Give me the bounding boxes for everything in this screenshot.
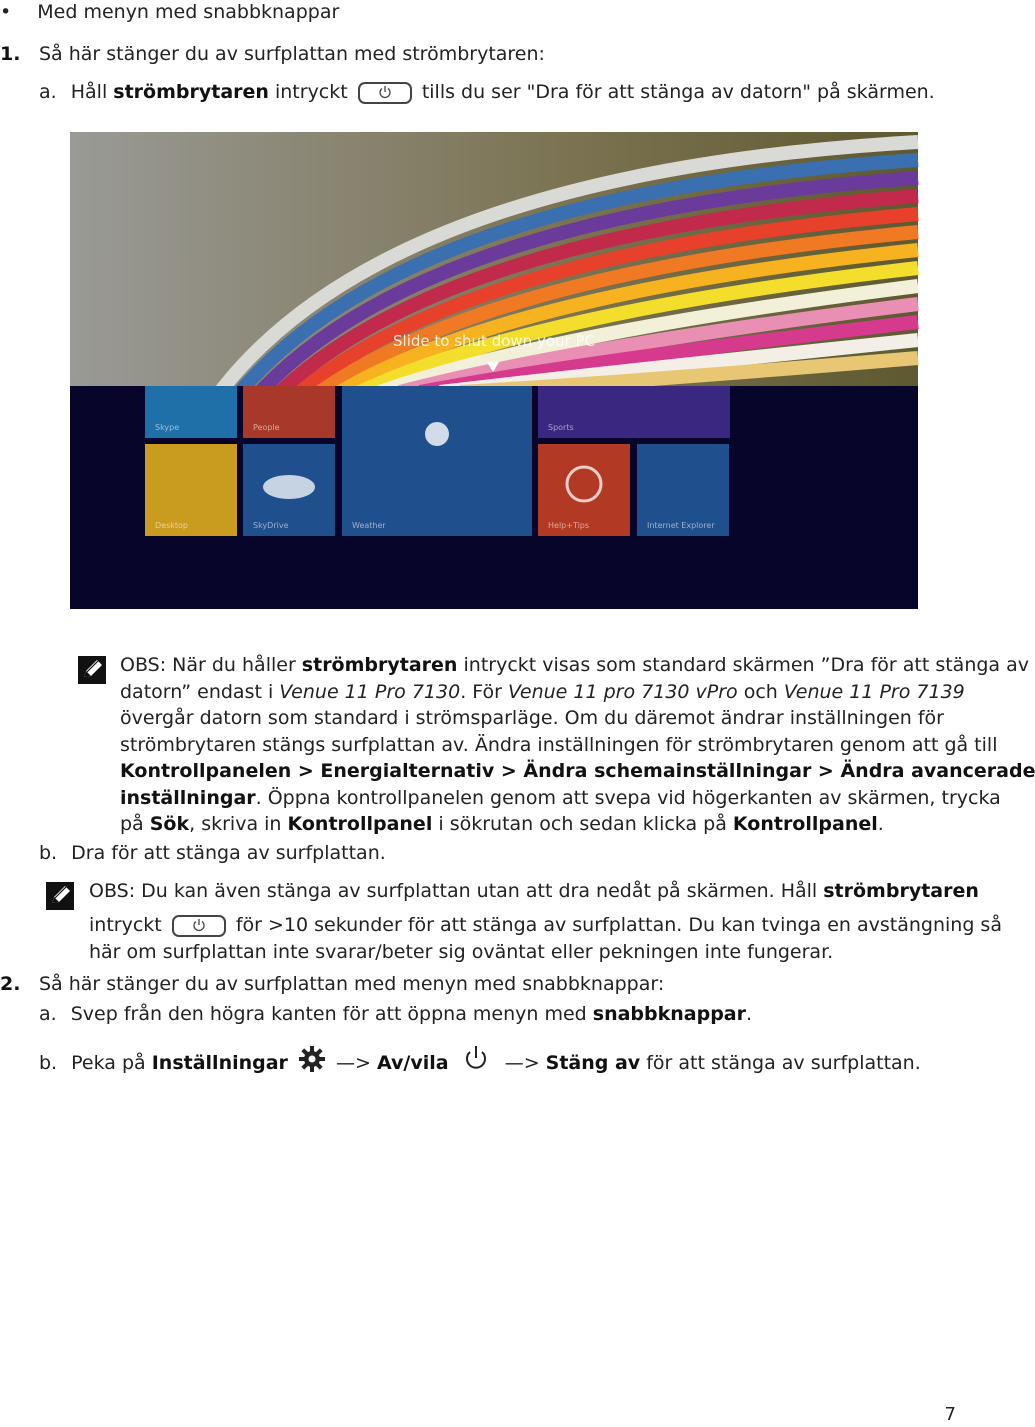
power-icon [463, 1045, 489, 1073]
note1-bold: strömbrytaren [301, 654, 458, 676]
note1-bold: inställningar [120, 787, 256, 809]
step2b-letter: b. [39, 1052, 58, 1074]
step2a-text: Svep från den högra kanten för att öppna menyn med [70, 1003, 593, 1025]
note1-bold: Kontrollpanel [287, 813, 433, 835]
tile-help-tips: Help+Tips [548, 521, 590, 530]
step2-heading [0, 971, 665, 997]
step2b-text: Peka på [71, 1052, 152, 1074]
note-pencil-icon [46, 882, 74, 910]
note1-line [120, 785, 1001, 811]
step2b-line [39, 1045, 921, 1076]
step2b-bold-settings: Inställningar [151, 1052, 288, 1074]
tile-internet-explorer: Internet Explorer [647, 521, 715, 530]
note1-text: , skriva in [189, 813, 288, 835]
bullet-text: Med menyn med snabbknappar [37, 1, 340, 23]
step1-text: Så här stänger du av surfplattan med strömbrytaren: [39, 43, 545, 65]
shutdown-screenshot [70, 132, 918, 609]
step2a-bold: snabbknappar [592, 1003, 746, 1025]
note2-line3 [89, 939, 833, 965]
step1a-bold: strömbrytaren [113, 81, 269, 103]
note1-text: OBS: När du håller [120, 654, 302, 676]
step2-number: 2. [0, 973, 21, 995]
note1-text: . För [460, 681, 508, 703]
note1-text: . Öppna kontrollpanelen genom att svepa vid högerkanten av skärmen, trycka [255, 787, 1001, 809]
step1a-line [39, 79, 935, 105]
step2a-post: . [746, 1003, 753, 1025]
slide-to-shutdown-text: Slide to shut down your PC [393, 332, 595, 350]
step1a-pre: Håll [70, 81, 108, 103]
note1-text: och [737, 681, 784, 703]
note1-bold: Sök [149, 813, 190, 835]
step1-heading [0, 41, 545, 67]
note2-text: OBS: Du kan även stänga av surfplattan utan att dra nedåt på skärmen. Håll [89, 880, 824, 902]
note1-text: intryckt visas som standard skärmen ”Dra för att stänga av [457, 654, 1029, 676]
step1a-letter: a. [39, 81, 57, 103]
step2b-bold-shutdown: Stäng av [545, 1052, 641, 1074]
note1-model-name: Venue 11 Pro 7130 [279, 681, 461, 703]
note2-line1 [89, 878, 979, 904]
gear-icon [298, 1045, 326, 1073]
step1b-letter: b. [39, 842, 58, 864]
note1-line [120, 652, 1029, 678]
step1b-text: Dra för att stänga av surfplattan. [71, 842, 386, 864]
tile-skype: Skype [155, 423, 180, 432]
note1-model-name: Venue 11 Pro 7139 [783, 681, 965, 703]
note-pencil-icon [78, 656, 106, 684]
step2b-post: för att stänga av surfplattan. [640, 1052, 921, 1074]
note1-model-name: Venue 11 pro 7130 vPro [508, 681, 738, 703]
note2-text: intryckt [89, 914, 162, 936]
page-number: 7 [944, 1404, 956, 1425]
arrow-text: —> [336, 1052, 377, 1074]
step1a-post: tills du ser "Dra för att stänga av datorn" på skärmen. [421, 81, 935, 103]
note1-text: . [877, 813, 884, 835]
tile-people: People [253, 423, 280, 432]
tile-sports: Sports [548, 423, 574, 432]
power-button-icon [358, 82, 412, 104]
step2a-line [39, 1001, 752, 1027]
note1-text: datorn” endast i [120, 681, 280, 703]
tile-skydrive: SkyDrive [253, 521, 289, 530]
bullet-line [0, 0, 339, 25]
note1-text: övergår datorn som standard i strömsparläge. Om du däremot ändrar inställningen för [120, 707, 944, 729]
note1-line [120, 679, 965, 705]
note1-text: strömbrytaren stängs surfplattan av. Ändra inställningen för strömbrytaren genom att gå till [120, 734, 998, 756]
arrow-text: —> [504, 1052, 546, 1074]
power-button-icon [172, 915, 226, 937]
note2-text: här om surfplattan inte svarar/beter sig oväntat eller pekningen inte fungerar. [89, 941, 834, 963]
step1-number: 1. [0, 43, 21, 65]
note1-bold: Kontrollpanelen > Energialternativ > Ändra schemainställningar > Ändra avancerade [120, 760, 1035, 782]
step1a-mid: intryckt [274, 81, 348, 103]
note1-line [120, 811, 884, 837]
bullet-dot: • [0, 1, 12, 23]
step2a-letter: a. [39, 1003, 57, 1025]
note1-text: i sökrutan och sedan klicka på [432, 813, 733, 835]
step2-text: Så här stänger du av surfplattan med menyn med snabbknappar: [39, 973, 665, 995]
note1-line [120, 705, 944, 731]
note2-bold: strömbrytaren [823, 880, 979, 902]
note2-line2 [89, 912, 1002, 938]
note1-bold: Kontrollpanel [732, 813, 878, 835]
note1-line [120, 758, 1035, 784]
note2-text: för >10 sekunder för att stänga av surfplattan. Du kan tvinga en avstängning så [235, 914, 1002, 936]
note1-text: på [120, 813, 150, 835]
note1-line [120, 732, 997, 758]
step2b-bold-sleep: Av/vila [377, 1052, 449, 1074]
tile-desktop: Desktop [155, 521, 188, 530]
tile-weather: Weather [352, 521, 386, 530]
step1b-line [39, 840, 386, 866]
